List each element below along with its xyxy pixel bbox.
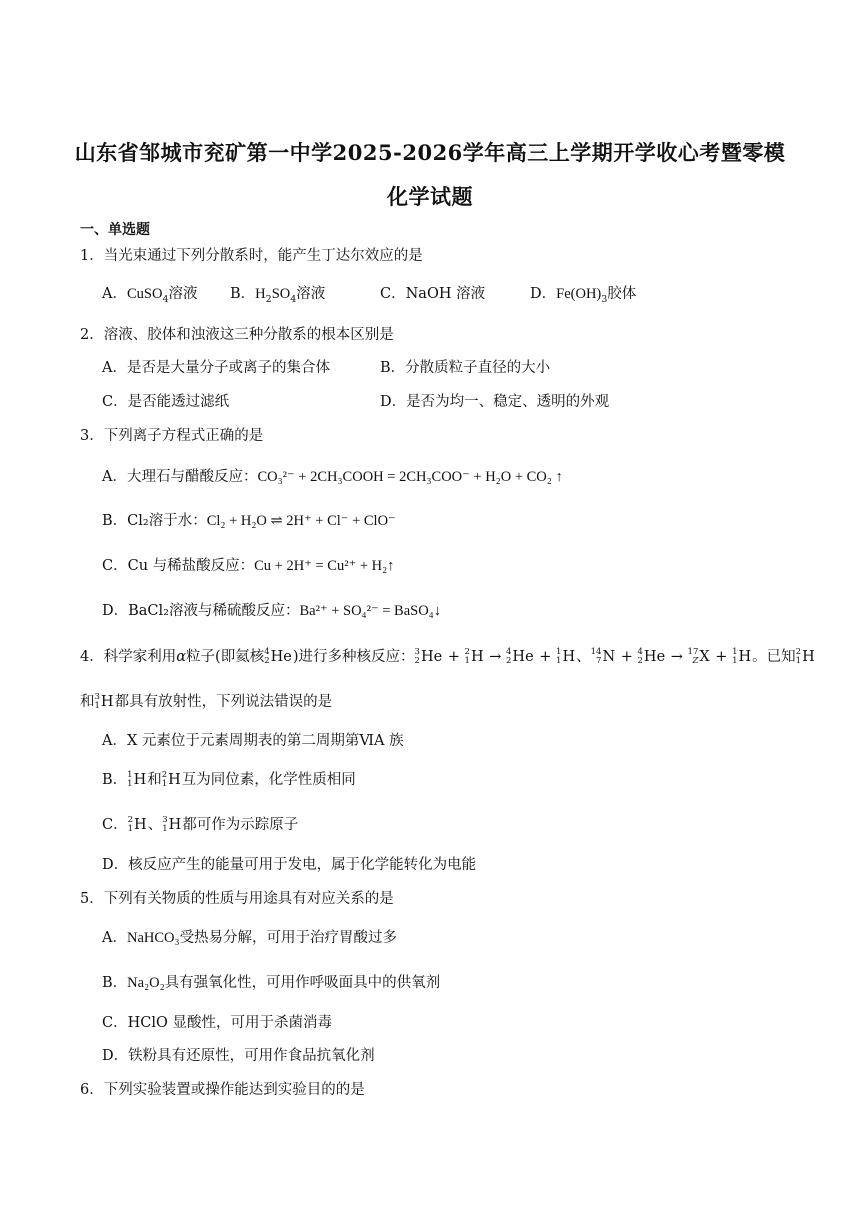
q1-option-b: B．$H_2SO_4$溶液 xyxy=(230,286,326,305)
q5-option-d: D．铁粉具有还原性，可用作食品抗氧化剂 xyxy=(102,1048,375,1064)
q2-option-d: D．是否为均一、稳定、透明的外观 xyxy=(380,394,610,410)
q5-option-b: B．Na₂O₂具有强氧化性，可用作呼吸面具中的供氧剂 xyxy=(102,975,441,991)
nuclide-n14: 14 7 N xyxy=(590,647,616,666)
nuclide-he3: 3 2 He xyxy=(414,647,443,666)
q5-stem: 5．下列有关物质的性质与用途具有对应关系的是 xyxy=(80,891,394,907)
q4-stem-line2: 和 3 1 H都具有放射性，下列说法错误的是 xyxy=(80,692,333,711)
q4-option-b: B． 1 1 H和 2 1 H互为同位素，化学性质相同 xyxy=(102,770,356,789)
q2-option-c: C．是否能透过滤纸 xyxy=(102,394,230,410)
q2-option-b: B．分散质粒子直径的大小 xyxy=(380,360,551,376)
q5-option-c: C．HClO 显酸性，可用于杀菌消毒 xyxy=(102,1015,332,1031)
q3-option-b: B．Cl₂溶于水：Cl₂ + H₂O ⇌ 2H⁺ + Cl⁻ + ClO⁻ xyxy=(102,513,396,529)
q6-stem: 6．下列实验装置或操作能达到实验目的的是 xyxy=(80,1082,365,1098)
exam-subtitle: 化学试题 xyxy=(387,184,473,209)
nuclide-h1: 1 1 H xyxy=(556,647,576,666)
q4-option-a: A．X 元素位于元素周期表的第二周期第ⅥA 族 xyxy=(102,733,404,749)
nuclide-h3: 3 1 H xyxy=(94,692,114,711)
q3-stem: 3．下列离子方程式正确的是 xyxy=(80,428,264,444)
section-heading: 一、单选题 xyxy=(80,222,150,238)
nuclide-h2: 2 1 H xyxy=(464,647,484,666)
q1-stem: 1．当光束通过下列分散系时，能产生丁达尔效应的是 xyxy=(80,248,423,264)
q3-option-d: D．BaCl₂溶液与稀硫酸反应：Ba²⁺ + SO₄²⁻ = BaSO₄↓ xyxy=(102,603,441,619)
q3-option-a: A．大理石与醋酸反应：CO₃²⁻ + 2CH₃COOH = 2CH₃COO⁻ + H₂O + CO₂ ↑ xyxy=(102,469,563,485)
q4-stem: 4．科学家利用α粒子(即氦核 4 2 He)进行多种核反应： 3 2 He + 2 1 H → 4 2 He + 1 1 H、 14 7 N + 4 2 He → 17 Z X + 1 1 H。已知 2 1 H xyxy=(80,647,815,666)
q4-option-d: D．核反应产生的能量可用于发电，属于化学能转化为电能 xyxy=(102,857,477,873)
exam-title: 山东省邹城市兖矿第一中学2025-2026学年高三上学期开学收心考暨零模 xyxy=(74,140,786,165)
nuclide-h2-b: 2 1 H xyxy=(795,647,815,666)
q1-option-d: D．$Fe(OH)_3$胶体 xyxy=(530,286,637,305)
q4-option-c: C． 2 1 H、 3 1 H都可作为示踪原子 xyxy=(102,815,299,834)
nuclide-h1-b: 1 1 H xyxy=(732,647,752,666)
nuclide-he4-b: 4 2 He xyxy=(506,647,534,666)
q2-option-a: A．是否是大量分子或离子的集合体 xyxy=(102,360,330,376)
q3-option-c: C．Cu 与稀盐酸反应：Cu + 2H⁺ = Cu²⁺ + H₂↑ xyxy=(102,558,395,574)
nuclide-x17: 17 Z X xyxy=(687,647,710,666)
q1-option-c: C．NaOH 溶液 xyxy=(380,286,486,302)
nuclide-he4: 4 2 He xyxy=(264,647,292,666)
q5-option-a: A．NaHCO₃受热易分解，可用于治疗胃酸过多 xyxy=(102,930,398,946)
q2-stem: 2．溶液、胶体和浊液这三种分散系的根本区别是 xyxy=(80,327,394,343)
q1-option-a: A．CuSO$_4$溶液 xyxy=(102,286,198,305)
nuclide-he4-c: 4 2 He xyxy=(637,647,666,666)
